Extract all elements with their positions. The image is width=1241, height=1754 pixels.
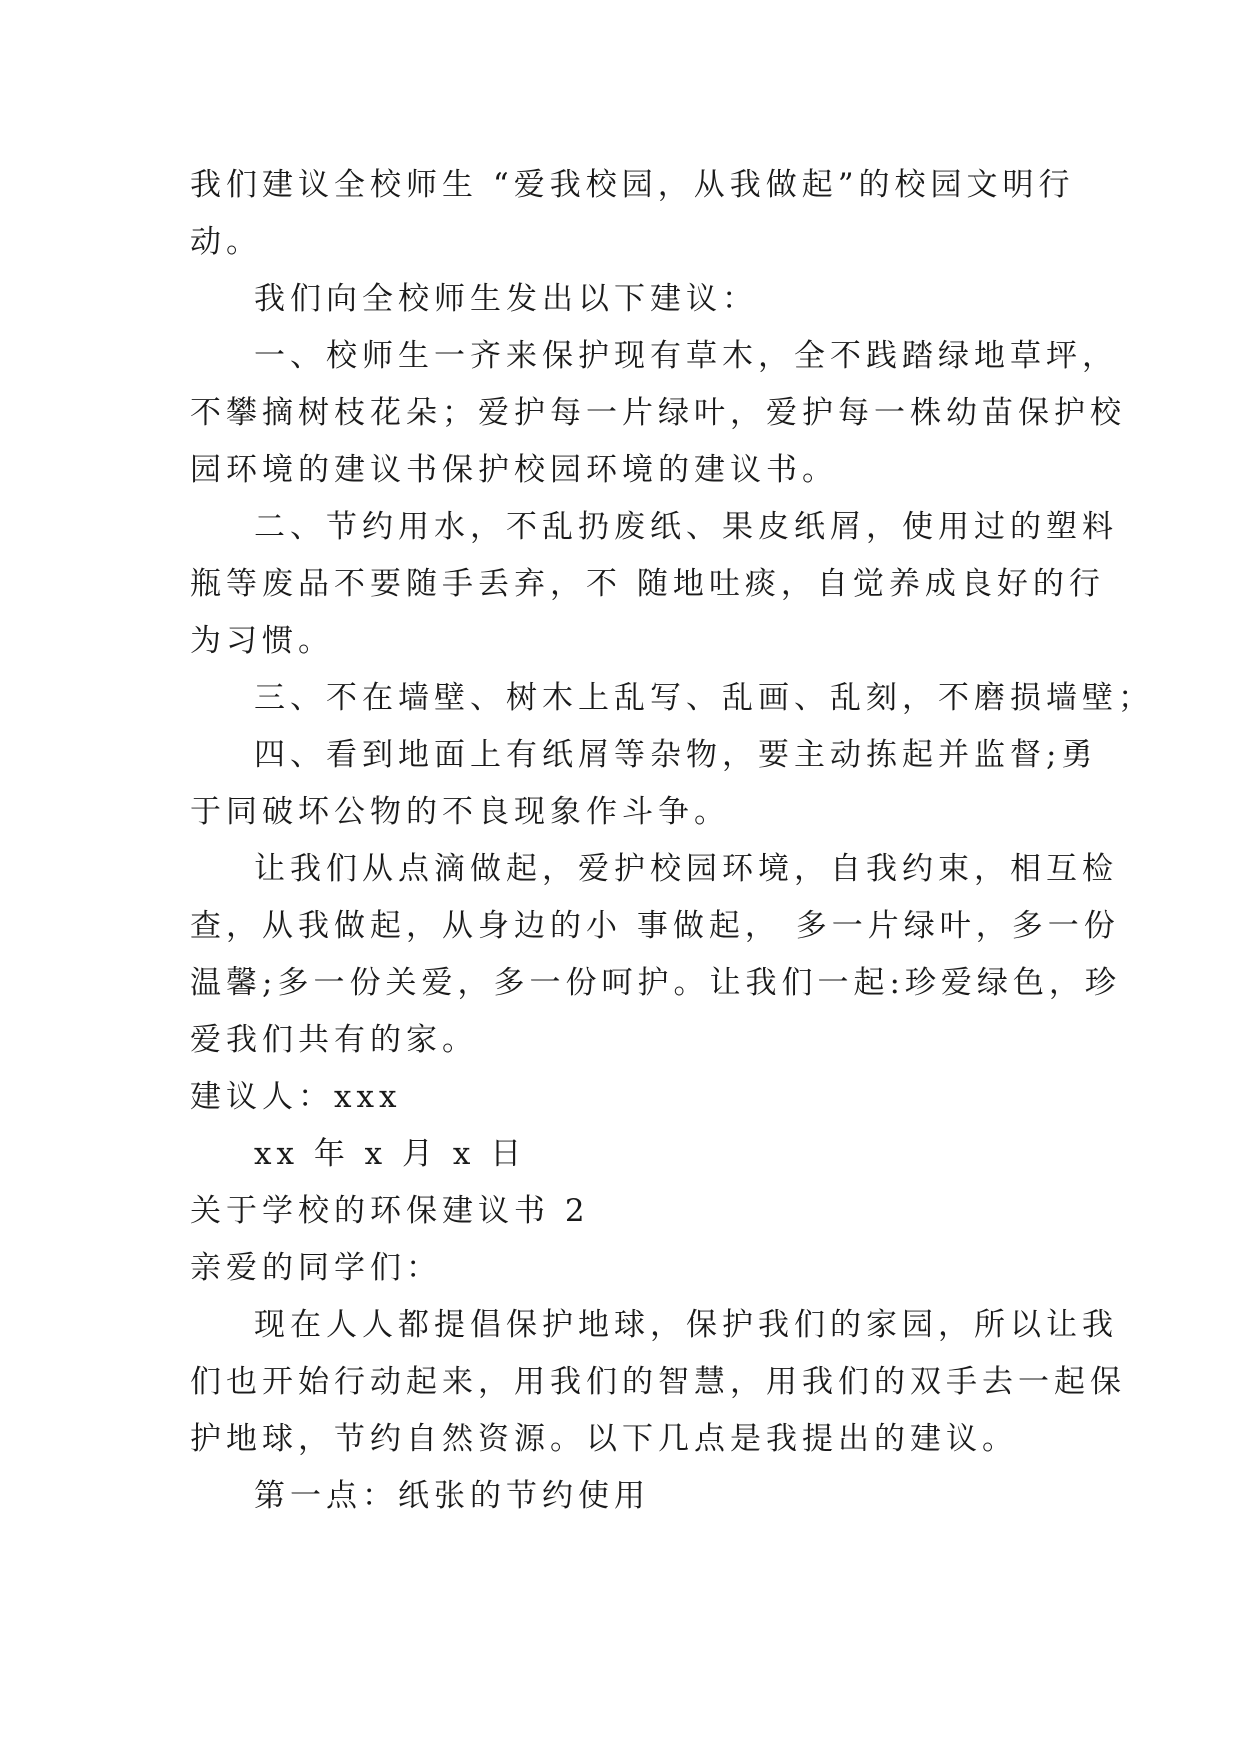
body-text-line: 爱我们共有的家。	[190, 1022, 478, 1058]
body-text-line: 现在人人都提倡保护地球，保护我们的家园，所以让我	[254, 1307, 1118, 1343]
body-text-line: 温馨;多一份关爱，多一份呵护。让我们一起:珍爱绿色，珍	[190, 965, 1121, 1001]
body-text-line: 查，从我做起，从身边的小 事做起， 多一片绿叶，多一份	[190, 908, 1120, 944]
body-text-line: 护地球，节约自然资源。以下几点是我提出的建议。	[190, 1421, 1018, 1457]
body-text-line: 我们向全校师生发出以下建议：	[254, 281, 758, 317]
date-line: xx 年 x 月 x 日	[254, 1136, 527, 1172]
body-text-line: 园环境的建议书保护校园环境的建议书。	[190, 452, 838, 488]
body-text-line: 为习惯。	[190, 623, 334, 659]
signature-line: 建议人：xxx	[190, 1079, 402, 1115]
body-text-line: 一、校师生一齐来保护现有草木，全不践踏绿地草坪，	[254, 338, 1118, 374]
point-heading: 第一点：纸张的节约使用	[254, 1478, 650, 1514]
body-text-line: 我们建议全校师生 “爱我校园，从我做起”的校园文明行	[190, 167, 1075, 203]
body-text-line: 动。	[190, 224, 262, 260]
body-text-line: 四、看到地面上有纸屑等杂物，要主动拣起并监督;勇	[254, 737, 1098, 773]
body-text-line: 瓶等废品不要随手丢弃，不 随地吐痰，自觉养成良好的行	[190, 566, 1105, 602]
body-text-line: 三、不在墙壁、树木上乱写、乱画、乱刻，不磨损墙壁；	[254, 680, 1154, 716]
body-text-line: 不攀摘树枝花朵；爱护每一片绿叶，爱护每一株幼苗保护校	[190, 395, 1126, 431]
body-text-line: 让我们从点滴做起，爱护校园环境，自我约束，相互检	[254, 851, 1118, 887]
body-text-line: 们也开始行动起来，用我们的智慧，用我们的双手去一起保	[190, 1364, 1126, 1400]
body-text-line: 于同破坏公物的不良现象作斗争。	[190, 794, 730, 830]
section-title: 关于学校的环保建议书 2	[190, 1193, 590, 1229]
body-text-line: 二、节约用水，不乱扔废纸、果皮纸屑，使用过的塑料	[254, 509, 1118, 545]
salutation: 亲爱的同学们：	[190, 1250, 442, 1286]
